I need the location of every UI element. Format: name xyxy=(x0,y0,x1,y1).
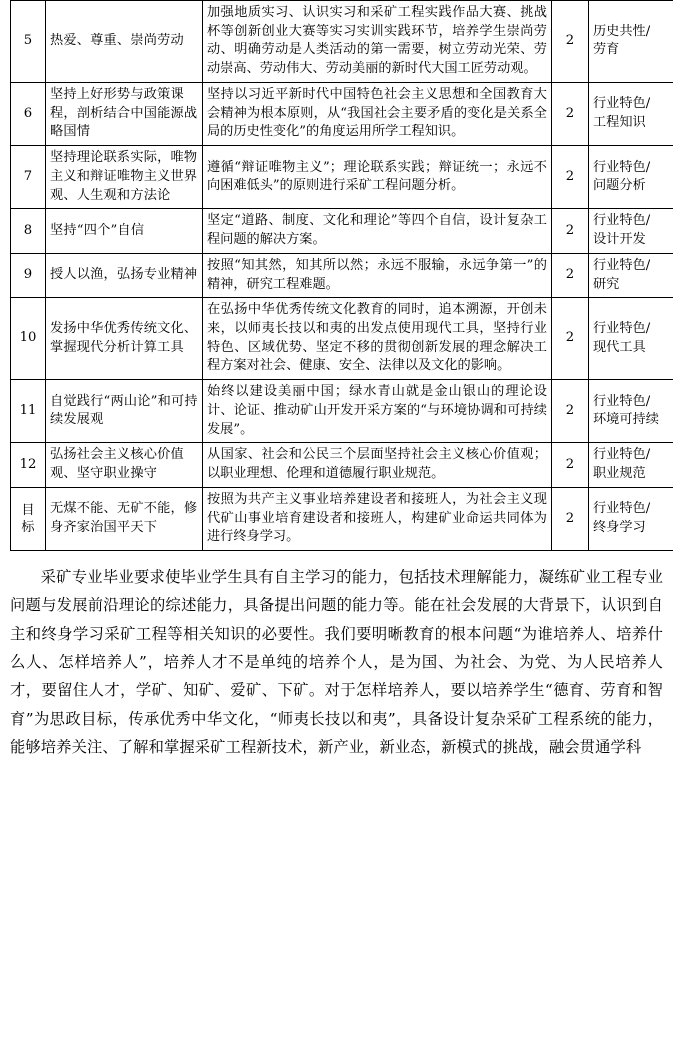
table-row xyxy=(11,380,673,443)
row-index-goal-line1: 目 xyxy=(21,502,35,518)
table-row xyxy=(11,146,673,209)
row-outcome-line2: 设计开发 xyxy=(593,232,646,248)
row-design: 按照为共产主义事业培养建设者和接班人，为社会主义现代矿山事业培育建设者和接班人，构建矿业命运共同体为进行终身学习。 xyxy=(203,487,552,550)
table-row xyxy=(11,209,673,253)
row-design: 加强地质实习、认识实习和采矿工程实践作品大赛、挑战杯等创新创业大赛等实习实训实践环节，培养学生崇尚劳动、明确劳动是人类活动的第一需要，树立劳动光荣、劳动崇高、劳动伟大、劳动美丽的新时代大国工匠劳动观。 xyxy=(203,1,552,83)
table-row xyxy=(11,253,673,297)
row-requirement: 坚持理论联系实际，唯物主义和辩证唯物主义世界观、人生观和方法论 xyxy=(46,146,203,209)
table-row xyxy=(11,1,673,83)
row-index: 5 xyxy=(11,1,46,83)
row-requirement: 热爱、尊重、崇尚劳动 xyxy=(46,1,203,83)
row-requirement: 自觉践行“两山论”和可持续发展观 xyxy=(46,380,203,443)
row-outcome-line1: 历史共性/ xyxy=(593,23,651,39)
row-design: 遵循“辩证唯物主义”；理论联系实践；辩证统一；永远不向困难低头”的原则进行采矿工程问题分析。 xyxy=(203,146,552,209)
row-hours: 2 xyxy=(552,82,589,145)
row-outcome-line1: 行业特色/ xyxy=(593,393,651,409)
row-design: 在弘扬中华优秀传统文化教育的同时，追本溯源，开创未来，以师夷长技以和夷的出发点使用现代工具，坚持行业特色、区域优势、坚定不移的贯彻创新发展的理念解决工程方案对社会、健康、安全、法律以及文化的影响。 xyxy=(203,298,552,380)
row-index: 12 xyxy=(11,443,46,487)
row-outcome xyxy=(589,487,673,550)
row-index: 7 xyxy=(11,146,46,209)
row-index: 9 xyxy=(11,253,46,297)
row-outcome-line2: 问题分析 xyxy=(593,178,646,194)
ideological-education-matrix-table xyxy=(10,0,673,551)
row-outcome-line1: 行业特色/ xyxy=(593,213,651,229)
row-outcome-line1: 行业特色/ xyxy=(593,96,651,112)
row-requirement: 无煤不能、无矿不能，修身齐家治国平天下 xyxy=(46,487,203,550)
row-outcome-line1: 行业特色/ xyxy=(593,447,651,463)
row-index: 10 xyxy=(11,298,46,380)
row-outcome-line2: 研究 xyxy=(593,276,620,292)
row-design: 按照“知其然，知其所以然；永远不服输，永远争第一”的精神，研究工程难题。 xyxy=(203,253,552,297)
row-hours: 2 xyxy=(552,298,589,380)
row-index: 6 xyxy=(11,82,46,145)
row-hours: 2 xyxy=(552,1,589,83)
row-hours: 2 xyxy=(552,443,589,487)
row-outcome-line1: 行业特色/ xyxy=(593,257,651,273)
row-hours: 2 xyxy=(552,380,589,443)
table-row xyxy=(11,487,673,550)
body-paragraph: 采矿专业毕业要求使毕业学生具有自主学习的能力，包括技术理解能力，凝练矿业工程专业问题与发展前沿理论的综述能力，具备提出问题的能力等。能在社会发展的大背景下，认识到自主和终身学习采矿工程等相关知识的必要性。我们要明晰教育的根本问题“为谁培养人、培养什么人、怎样培养人”，培养人才不是单纯的培养个人，是为国、为社会、为党、为人民培养人才，要留住人才，学矿、知矿、爱矿、下矿。对于怎样培养人，要以培养学生“德育、劳育和智育”为思政目标，传承优秀中华文化，“师夷长技以和夷”，具备设计复杂采矿工程系统的能力，能够培养关注、了解和掌握采矿工程新技术，新产业，新业态，新模式的挑战，融会贯通学科 xyxy=(10,568,663,756)
row-outcome xyxy=(589,1,673,83)
row-outcome-line2: 劳育 xyxy=(593,42,620,58)
row-outcome-line1: 行业特色/ xyxy=(593,501,651,517)
row-design: 始终以建设美丽中国；绿水青山就是金山银山的理论设计、论证、推动矿山开发开采方案的“与环境协调和可持续发展”。 xyxy=(203,380,552,443)
row-design: 坚持以习近平新时代中国特色社会主义思想和全国教育大会精神为根本原则，从“我国社会主要矛盾的变化是关系全局的历史性变化”的角度运用所学工程知识。 xyxy=(203,82,552,145)
row-hours: 2 xyxy=(552,146,589,209)
table-row xyxy=(11,443,673,487)
row-design: 从国家、社会和公民三个层面坚持社会主义核心价值观；以职业理想、伦理和道德履行职业规范。 xyxy=(203,443,552,487)
row-index: 11 xyxy=(11,380,46,443)
row-outcome xyxy=(589,253,673,297)
row-outcome xyxy=(589,146,673,209)
row-outcome-line2: 现代工具 xyxy=(593,339,646,355)
row-outcome xyxy=(589,298,673,380)
row-requirement: 弘扬社会主义核心价值观、坚守职业操守 xyxy=(46,443,203,487)
row-requirement: 发扬中华优秀传统文化、掌握现代分析计算工具 xyxy=(46,298,203,380)
row-index-goal xyxy=(11,487,46,550)
row-hours: 2 xyxy=(552,253,589,297)
table-row xyxy=(11,298,673,380)
row-outcome-line2: 终身学习 xyxy=(593,519,646,535)
row-outcome-line1: 行业特色/ xyxy=(593,159,651,175)
row-requirement: 授人以渔，弘扬专业精神 xyxy=(46,253,203,297)
row-hours: 2 xyxy=(552,487,589,550)
table-body xyxy=(11,1,673,551)
row-index: 8 xyxy=(11,209,46,253)
row-outcome xyxy=(589,209,673,253)
row-outcome xyxy=(589,443,673,487)
row-outcome-line1: 行业特色/ xyxy=(593,321,651,337)
row-outcome xyxy=(589,380,673,443)
row-requirement: 坚持“四个”自信 xyxy=(46,209,203,253)
row-outcome-line2: 工程知识 xyxy=(593,115,646,131)
row-requirement: 坚持上好形势与政策课程，剖析结合中国能源战略国情 xyxy=(46,82,203,145)
row-design: 坚定“道路、制度、文化和理论”等四个自信，设计复杂工程问题的解决方案。 xyxy=(203,209,552,253)
row-hours: 2 xyxy=(552,209,589,253)
table-row xyxy=(11,82,673,145)
row-index-goal-line2: 标 xyxy=(21,519,35,535)
row-outcome xyxy=(589,82,673,145)
row-outcome-line2: 职业规范 xyxy=(593,466,646,482)
row-outcome-line2: 环境可持续 xyxy=(593,412,659,428)
